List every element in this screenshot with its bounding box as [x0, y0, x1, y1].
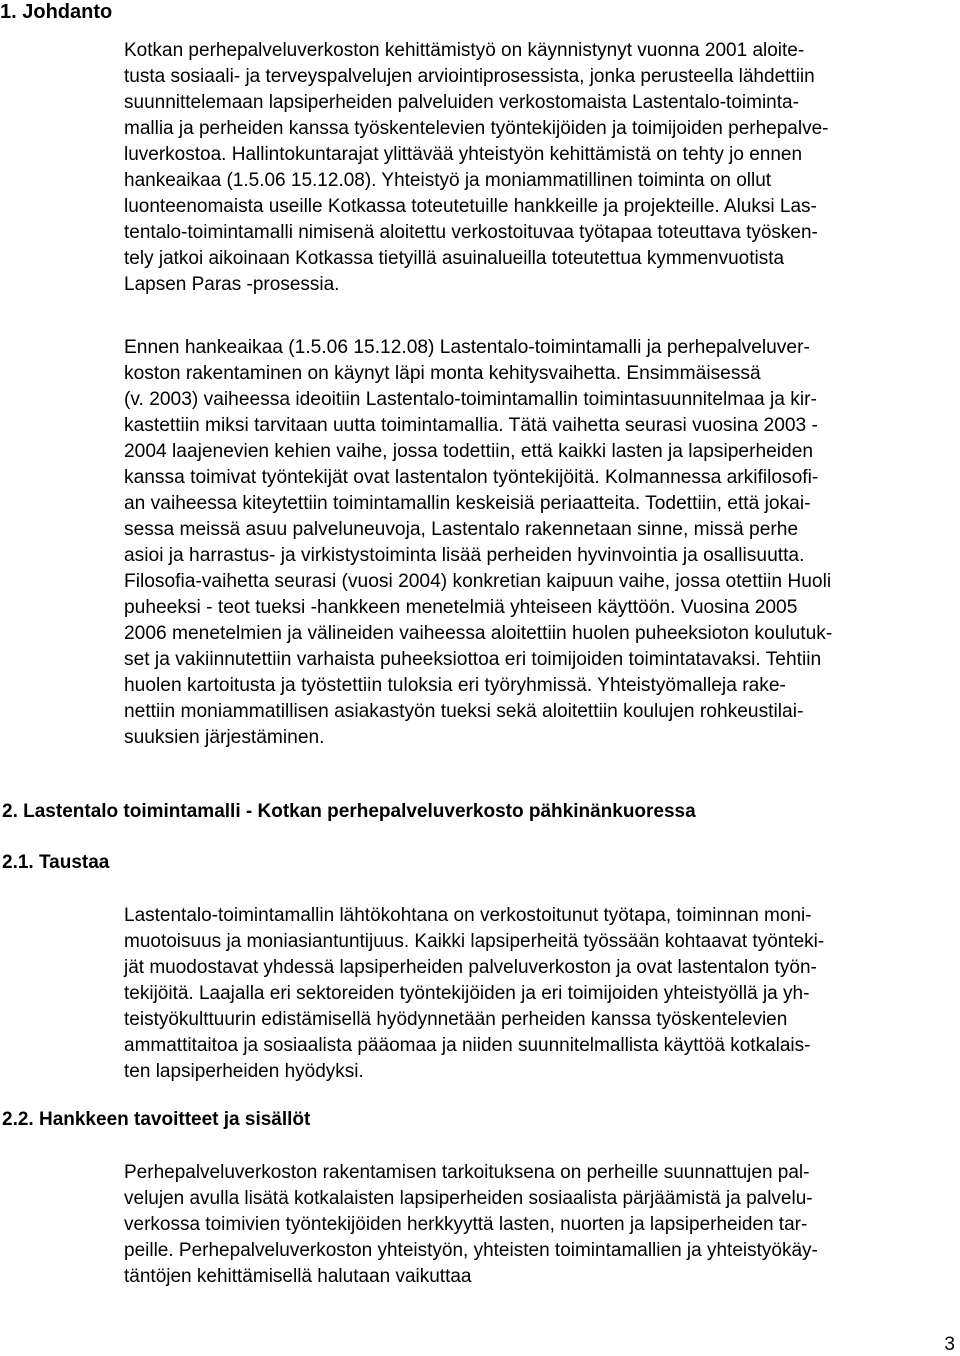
text-line: Lapsen Paras -prosessia.: [124, 274, 340, 295]
section-2-1-heading: 2.1. Taustaa: [2, 852, 110, 873]
text-line: Filosofia-vaihetta seurasi (vuosi 2004) konkretian kaipuun vaihe, jossa otettiin Huoli: [124, 571, 832, 592]
text-line: tusta sosiaali- ja terveyspalvelujen arviointiprosessista, jonka perusteella lähdettiin: [124, 66, 815, 87]
text-line: jät muodostavat yhdessä lapsiperheiden palveluverkoston ja ovat lastentalon työn-: [124, 957, 817, 978]
text-line: ten lapsiperheiden hyödyksi.: [124, 1061, 364, 1082]
text-line: hankeaikaa (1.5.06 15.12.08). Yhteistyö ja moniammatillinen toiminta on ollut: [124, 170, 772, 191]
text-line: kastettiin miksi tarvitaan uutta toimintamallia. Tätä vaihetta seurasi vuosina 2003 -: [124, 415, 818, 436]
text-line: sessa meissä asuu palveluneuvoja, Lastentalo rakennetaan sinne, missä perhe: [124, 519, 799, 540]
text-line: suunnittelemaan lapsiperheiden palveluiden verkostomaista Lastentalo-toiminta-: [124, 92, 799, 113]
section-1-heading: 1. Johdanto: [0, 1, 113, 23]
text-line: teistyökulttuurin edistämisellä hyödynnetään perheiden kanssa työskentelevien: [124, 1009, 788, 1030]
section-2-heading: 2. Lastentalo toimintamalli - Kotkan perhepalveluverkosto pähkinänkuoressa: [2, 801, 696, 822]
text-line: an vaiheessa kiteytettiin toimintamallin keskeisiä periaatteita. Todettiin, että jokai-: [124, 493, 811, 514]
section-2-2-heading: 2.2. Hankkeen tavoitteet ja sisällöt: [2, 1109, 311, 1130]
text-line: koston rakentaminen on käynyt läpi monta kehitysvaihetta. Ensimmäisessä: [124, 363, 761, 384]
page-number: 3: [944, 1334, 955, 1355]
text-line: luverkostoa. Hallintokuntarajat ylittävää yhteistyön kehittämistä on tehty jo ennen: [124, 144, 803, 165]
section-2-2-paragraph: [124, 1160, 960, 1290]
text-line: mallia ja perheiden kanssa työskentelevien työntekijöiden ja toimijoiden perhepalve-: [124, 118, 829, 139]
text-line: kanssa toimivat työntekijät ovat lastentalon työntekijöitä. Kolmannessa arkifilosofi-: [124, 467, 819, 488]
text-line: tely jatkoi aikoinaan Kotkassa tietyillä asuinalueilla toteutettua kymmenvuotista: [124, 248, 785, 269]
text-line: tekijöitä. Laajalla eri sektoreiden työntekijöiden ja eri toimijoiden yhteistyöllä ja yh-: [124, 983, 810, 1004]
section-1-paragraph-2: [124, 335, 960, 751]
text-line: muotoisuus ja moniasiantuntijuus. Kaikki lapsiperheitä työssään kohtaavat työnteki-: [124, 931, 825, 952]
section-2-1-paragraph: [124, 903, 960, 1085]
text-line: huolen kartoitusta ja työstettiin tuloksia eri työryhmissä. Yhteistyömalleja rake-: [124, 675, 786, 696]
text-line: 2004 laajenevien kehien vaihe, jossa todettiin, että kaikki lasten ja lapsiperheiden: [124, 441, 814, 462]
text-line: tentalo-toimintamalli nimisenä aloitettu verkostoituvaa työtapaa toteuttava työsken-: [124, 222, 818, 243]
text-line: nettiin moniammatillisen asiakastyön tueksi sekä aloitettiin koulujen rohkeustilai-: [124, 701, 804, 722]
text-line: suuksien järjestäminen.: [124, 727, 325, 748]
text-line: set ja vakiinnutettiin varhaista puheeksiottoa eri toimijoiden toimintatavaksi. Tehtiin: [124, 649, 822, 670]
text-line: puheeksi - teot tueksi -hankkeen menetelmiä yhteiseen käyttöön. Vuosina 2005: [124, 597, 798, 618]
text-line: Lastentalo-toimintamallin lähtökohtana on verkostoitunut työtapa, toiminnan moni-: [124, 905, 812, 926]
text-line: täntöjen kehittämisellä halutaan vaikuttaa: [124, 1266, 472, 1287]
text-line: luonteenomaista useille Kotkassa toteutetuille hankkeille ja projekteille. Aluksi Las-: [124, 196, 817, 217]
text-line: ammattitaitoa ja sosiaalista pääomaa ja niiden suunnitelmallista käyttöä kotkalais-: [124, 1035, 811, 1056]
text-line: Ennen hankeaikaa (1.5.06 15.12.08) Lastentalo-toimintamalli ja perhepalveluver-: [124, 337, 810, 358]
text-line: (v. 2003) vaiheessa ideoitiin Lastentalo-toimintamallin toimintasuunnitelmaa ja kir-: [124, 389, 817, 410]
text-line: velujen avulla lisätä kotkalaisten lapsiperheiden sosiaalista pärjäämistä ja palvelu-: [124, 1188, 813, 1209]
text-line: asioi ja harrastus- ja virkistystoiminta lisää perheiden hyvinvointia ja osallisuutta.: [124, 545, 805, 566]
text-line: peille. Perhepalveluverkoston yhteistyön, yhteisten toimintamallien ja yhteistyökäy-: [124, 1240, 818, 1261]
text-line: Perhepalveluverkoston rakentamisen tarkoituksena on perheille suunnattujen pal-: [124, 1162, 810, 1183]
text-line: verkossa toimivien työntekijöiden herkkyyttä lasten, nuorten ja lapsiperheiden tar-: [124, 1214, 808, 1235]
section-1-paragraph-1: [124, 38, 960, 298]
text-line: 2006 menetelmien ja välineiden vaiheessa aloitettiin huolen puheeksioton koulutuk-: [124, 623, 833, 644]
text-line: Kotkan perhepalveluverkoston kehittämistyö on käynnistynyt vuonna 2001 aloite-: [124, 40, 805, 61]
